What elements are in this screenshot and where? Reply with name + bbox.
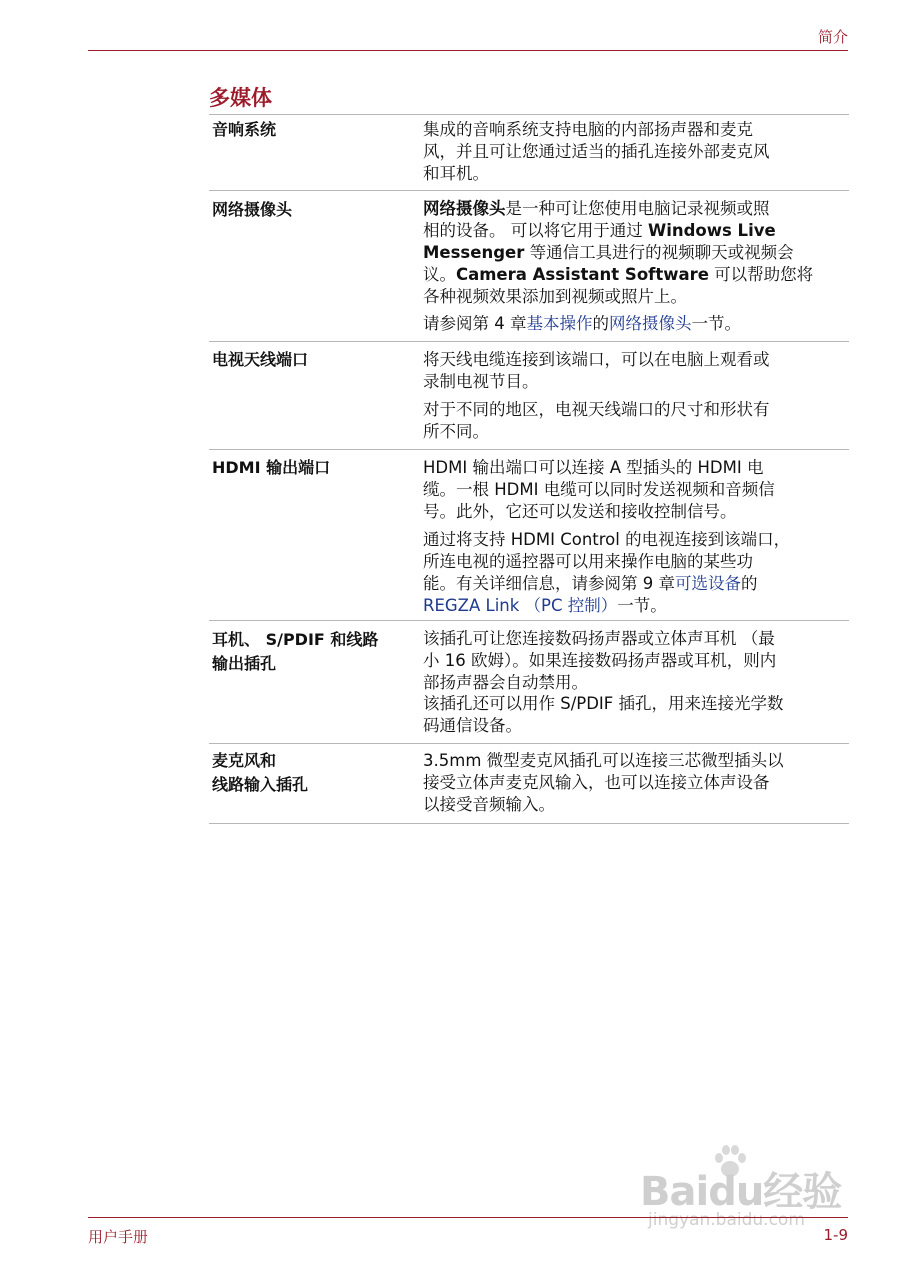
hdmi-text-3: 一节。 [617,596,667,615]
row-desc-tv-1: 将天线电缆连接到该端口，可以在电脑上观看或 录制电视节目。 [423,350,770,391]
watermark-brand: Baidu经验 [640,1169,842,1215]
row-label-headphone: 耳机、 S/PDIF 和线路 输出插孔 [212,630,379,673]
footer-manual-label: 用户手册 [88,1228,149,1246]
baidu-watermark [640,1142,860,1232]
row-divider [209,449,849,450]
webcam-term: 网络摄像头 [423,199,506,218]
table-bottom-rule [209,823,849,824]
row-desc-audio: 集成的音响系统支持电脑的内部扬声器和麦克 风，并且可让您通过适当的插孔连接外部麦克风 和耳机。 [423,120,770,183]
camera-assistant-term: Camera Assistant Software [456,265,709,284]
link-webcam[interactable]: 网络摄像头 [609,314,692,333]
row-desc-hdmi-2 [423,529,841,617]
webcam-text-1: 是一种可让您使用电脑记录视频或照 相的设备。 可以将它用于通过 [423,199,770,240]
row-divider [209,743,849,744]
row-desc-hdmi-1: HDMI 输出端口可以连接 A 型插头的 HDMI 电 缆。一根 HDMI 电缆可以同时发送视频和音频信 号。此外，它还可以发送和接收控制信号。 [423,458,775,521]
table-top-rule [209,114,849,115]
row-divider [209,190,849,191]
ref-text: 的 [592,314,609,333]
hdmi-text-2: 的 [741,574,758,593]
link-regza-link[interactable]: REGZA Link （PC 控制） [423,596,618,615]
header-rule [88,50,848,51]
row-label-tv: 电视天线端口 [212,350,309,369]
link-optional-devices[interactable]: 可选设备 [675,574,741,593]
row-label-hdmi: HDMI 输出端口 [212,458,331,477]
page-number: 1-9 [823,1226,848,1244]
row-desc-headphone-1: 该插孔可让您连接数码扬声器或立体声耳机 （最 小 16 欧姆）。如果连接数码扬声器或耳机，则内 部扬声器会自动禁用。 [423,629,777,692]
webcam-text-2: 等通信工具进行的视频聊天或视频会 议。 [423,243,794,284]
row-divider [209,341,849,342]
ref-text: 一节。 [691,314,741,333]
row-label-mic: 麦克风和 线路输入插孔 [212,751,309,794]
row-desc-headphone-2: 该插孔还可以用作 S/PDIF 插孔，用来连接光学数 码通信设备。 [423,694,784,735]
webcam-text-3: 可以帮助您将 各种视频效果添加到视频或照片上。 [423,265,814,306]
row-desc-tv-2: 对于不同的地区，电视天线端口的尺寸和形状有 所不同。 [423,400,770,441]
row-label-audio: 音响系统 [212,120,277,139]
footer-rule [88,1217,848,1218]
row-divider [209,620,849,621]
ref-text: 请参阅第 4 章 [423,314,527,333]
row-desc-webcam-ref [423,313,841,335]
link-basic-operations[interactable]: 基本操作 [526,314,593,333]
hdmi-text-1: 通过将支持 HDMI Control 的电视连接到该端口， 所连电视的遥控器可以用来操作电脑的某些功 能。有关详细信息，请参阅第 9 章 [423,530,791,593]
row-desc-webcam [423,198,841,308]
row-desc-mic: 3.5mm 微型麦克风插孔可以连接三芯微型插头以 接受立体声麦克风输入，也可以连接立体声设备 以接受音频输入。 [423,751,784,814]
section-title: 多媒体 [209,86,272,110]
row-label-webcam: 网络摄像头 [212,200,293,219]
watermark-url: jingyan.baidu.com [648,1210,805,1230]
windows-live-messenger-term: Windows Live Messenger [423,221,776,262]
header-section-label: 简介 [817,28,848,46]
